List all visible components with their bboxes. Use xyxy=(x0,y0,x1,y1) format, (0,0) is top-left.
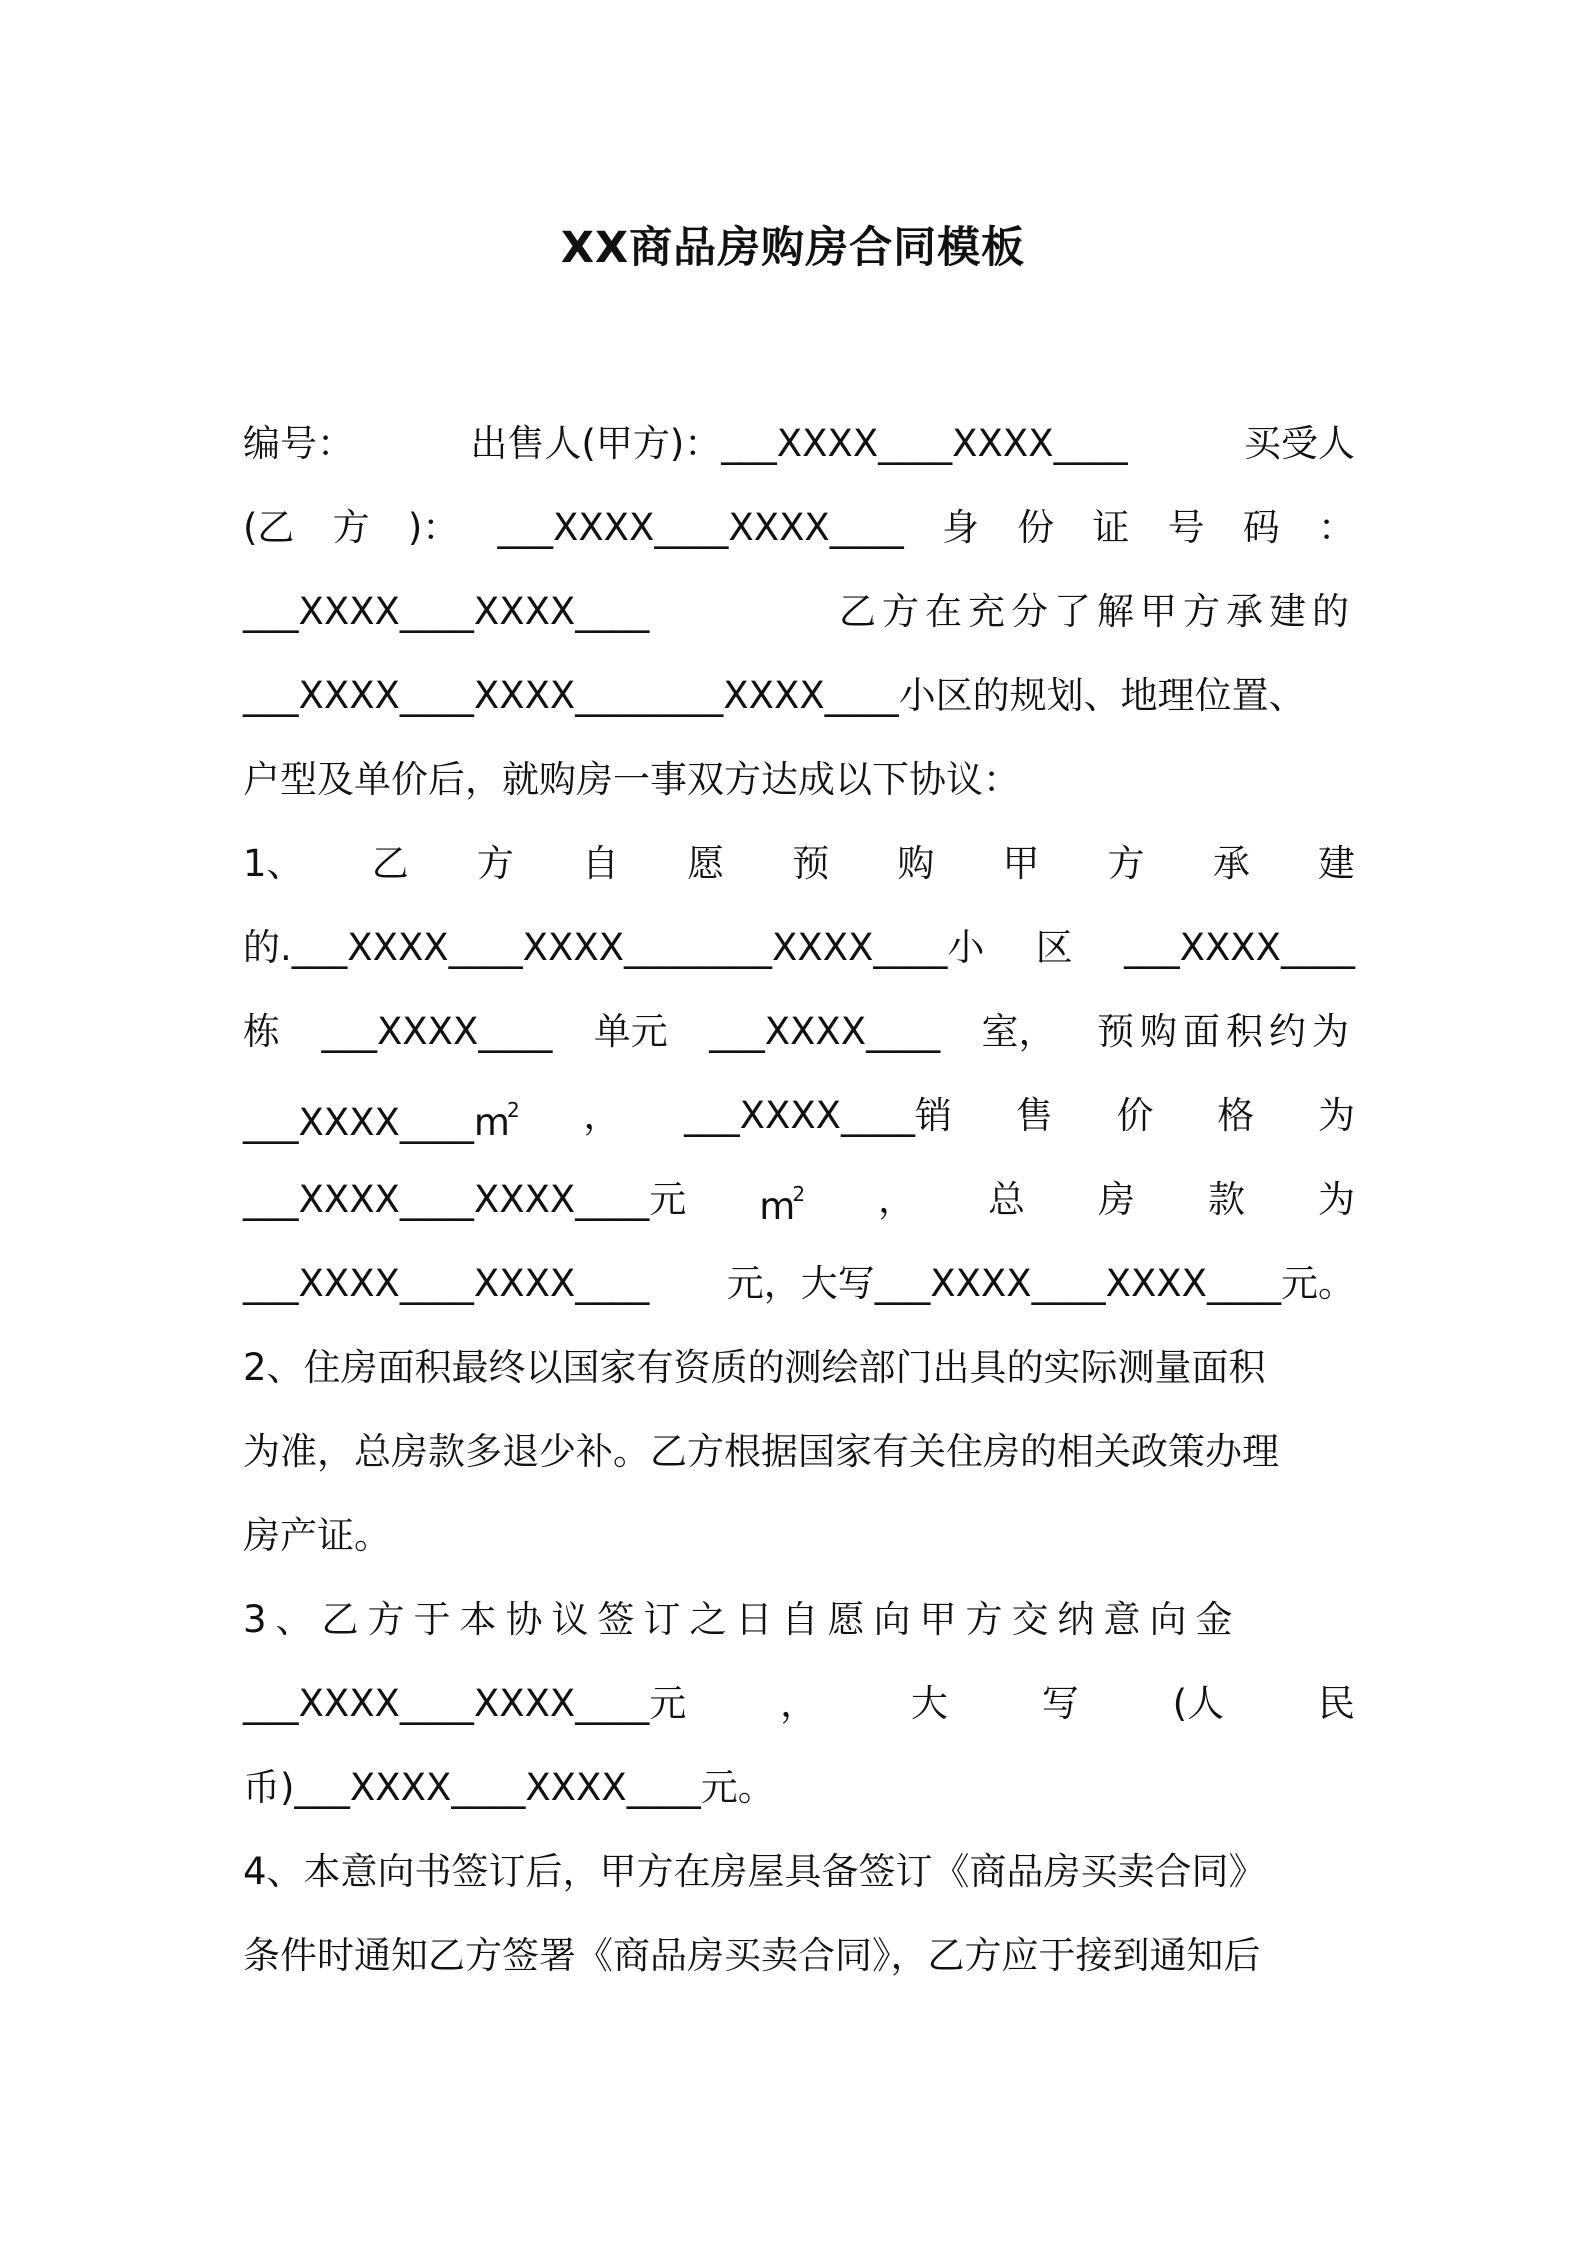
text-line xyxy=(243,486,1355,570)
text-segment: ___XXXX____XXXX________XXXX____小区的规划、地理位置、 xyxy=(243,674,1306,717)
text-segment: m xyxy=(759,1184,796,1228)
text-line xyxy=(243,570,1355,654)
text-segment: ___XXXX____m xyxy=(243,1100,510,1144)
text-line xyxy=(243,1830,1355,1914)
text-segment: ， xyxy=(780,1682,818,1725)
text-segment: 格 xyxy=(1217,1094,1255,1137)
text-segment: ___XXXX____XXXX____ xyxy=(243,590,650,633)
text-line xyxy=(243,1662,1355,1746)
text-segment: 承 xyxy=(1212,842,1250,885)
text-segment: 编号： xyxy=(243,422,354,465)
superscript: 2 xyxy=(506,1097,520,1122)
text-line xyxy=(243,990,1355,1074)
text-segment: ___XXXX____XXXX____ xyxy=(243,1262,650,1305)
text-segment: 购 xyxy=(897,842,935,885)
area-unit xyxy=(759,1152,805,1249)
text-line xyxy=(243,1158,1355,1242)
text-segment: 民 xyxy=(1317,1682,1355,1725)
text-segment: 3、乙方于本协议签订之日自愿向甲方交纳意向金 xyxy=(243,1598,1242,1641)
text-segment: 4、本意向书签订后，甲方在房屋具备签订《商品房买卖合同》 xyxy=(243,1850,1266,1893)
text-segment: 房 xyxy=(1098,1178,1135,1221)
text-segment: 大 xyxy=(910,1682,948,1725)
text-segment: 方 xyxy=(476,842,514,885)
text-segment: ， xyxy=(878,1178,916,1221)
text-segment: 预购面积约为 xyxy=(1096,1010,1355,1053)
contract-body xyxy=(243,402,1355,1998)
text-segment: ___XXXX____ xyxy=(709,1010,941,1053)
text-line xyxy=(243,738,1355,822)
text-segment: 元，大写___XXXX____XXXX____元。 xyxy=(726,1262,1355,1305)
text-segment: 为 xyxy=(1317,1178,1355,1221)
text-line xyxy=(243,1074,1355,1158)
text-line xyxy=(243,402,1355,486)
text-segment: 方 xyxy=(1107,842,1145,885)
text-line xyxy=(243,1746,1355,1830)
area-unit xyxy=(243,1068,520,1165)
text-segment: 身 xyxy=(941,506,979,549)
text-segment: 币)___XXXX____XXXX____元。 xyxy=(243,1766,775,1809)
text-segment: 码 xyxy=(1242,506,1280,549)
text-line xyxy=(243,1494,1355,1578)
text-line xyxy=(243,1326,1355,1410)
text-segment: 的.___XXXX____XXXX________XXXX____小 xyxy=(243,926,985,969)
text-line xyxy=(243,906,1355,990)
text-segment: ___XXXX____销 xyxy=(684,1094,953,1137)
text-segment: 1、 xyxy=(243,842,304,885)
text-segment: (人 xyxy=(1172,1682,1225,1725)
text-segment: 写 xyxy=(1041,1682,1079,1725)
text-segment: ___XXXX____XXXX____元 xyxy=(243,1682,687,1725)
text-segment: 房产证。 xyxy=(243,1514,391,1557)
text-line xyxy=(243,1914,1355,1998)
text-line xyxy=(243,654,1355,738)
text-line xyxy=(243,1578,1355,1662)
text-segment: 单元 xyxy=(593,1010,668,1053)
text-segment: 为准，总房款多退少补。乙方根据国家有关住房的相关政策办理 xyxy=(243,1430,1279,1473)
text-line xyxy=(243,1410,1355,1494)
text-segment: (乙 xyxy=(243,506,295,549)
text-segment: ： xyxy=(1317,506,1355,549)
text-segment: 甲 xyxy=(1002,842,1040,885)
text-segment: ___XXXX____ xyxy=(321,1010,553,1053)
text-segment: 乙方在充分了解甲方承建的 xyxy=(839,590,1355,633)
superscript: 2 xyxy=(792,1181,806,1206)
text-segment: ___XXXX____XXXX____元 xyxy=(243,1178,687,1221)
text-segment: 自 xyxy=(581,842,619,885)
text-segment: 买受人 xyxy=(1244,422,1355,465)
text-segment: 号 xyxy=(1167,506,1205,549)
text-segment: ， xyxy=(583,1094,621,1137)
text-segment: 区 xyxy=(1035,926,1073,969)
text-segment: 方 xyxy=(332,506,370,549)
text-segment: 户型及单价后，就购房一事双方达成以下协议： xyxy=(243,758,1020,801)
text-segment: 条件时通知乙方签署《商品房买卖合同》，乙方应于接到通知后 xyxy=(243,1934,1261,1977)
text-segment: 2、住房面积最终以国家有资质的测绘部门出具的实际测量面积 xyxy=(243,1346,1266,1389)
text-line xyxy=(243,822,1355,906)
text-segment: 为 xyxy=(1317,1094,1355,1137)
text-segment: 栋 xyxy=(243,1010,280,1053)
text-segment: 乙 xyxy=(371,842,409,885)
text-segment: )： xyxy=(407,506,460,549)
text-segment: 价 xyxy=(1116,1094,1154,1137)
text-segment: 室， xyxy=(981,1010,1056,1053)
text-line xyxy=(243,1242,1355,1326)
text-segment: 预 xyxy=(792,842,830,885)
text-segment: 款 xyxy=(1207,1178,1245,1221)
text-segment: 出售人(甲方)：___XXXX____XXXX____ xyxy=(470,422,1128,465)
text-segment: ___XXXX____ xyxy=(1124,926,1355,969)
document-title: XX商品房购房合同模板 xyxy=(560,223,1026,273)
text-segment: 证 xyxy=(1092,506,1130,549)
text-segment: ___XXXX____XXXX____ xyxy=(497,506,904,549)
text-segment: 售 xyxy=(1015,1094,1053,1137)
text-segment: 愿 xyxy=(687,842,725,885)
text-segment: 总 xyxy=(988,1178,1026,1221)
text-segment: 份 xyxy=(1017,506,1055,549)
text-segment: 建 xyxy=(1317,842,1355,885)
